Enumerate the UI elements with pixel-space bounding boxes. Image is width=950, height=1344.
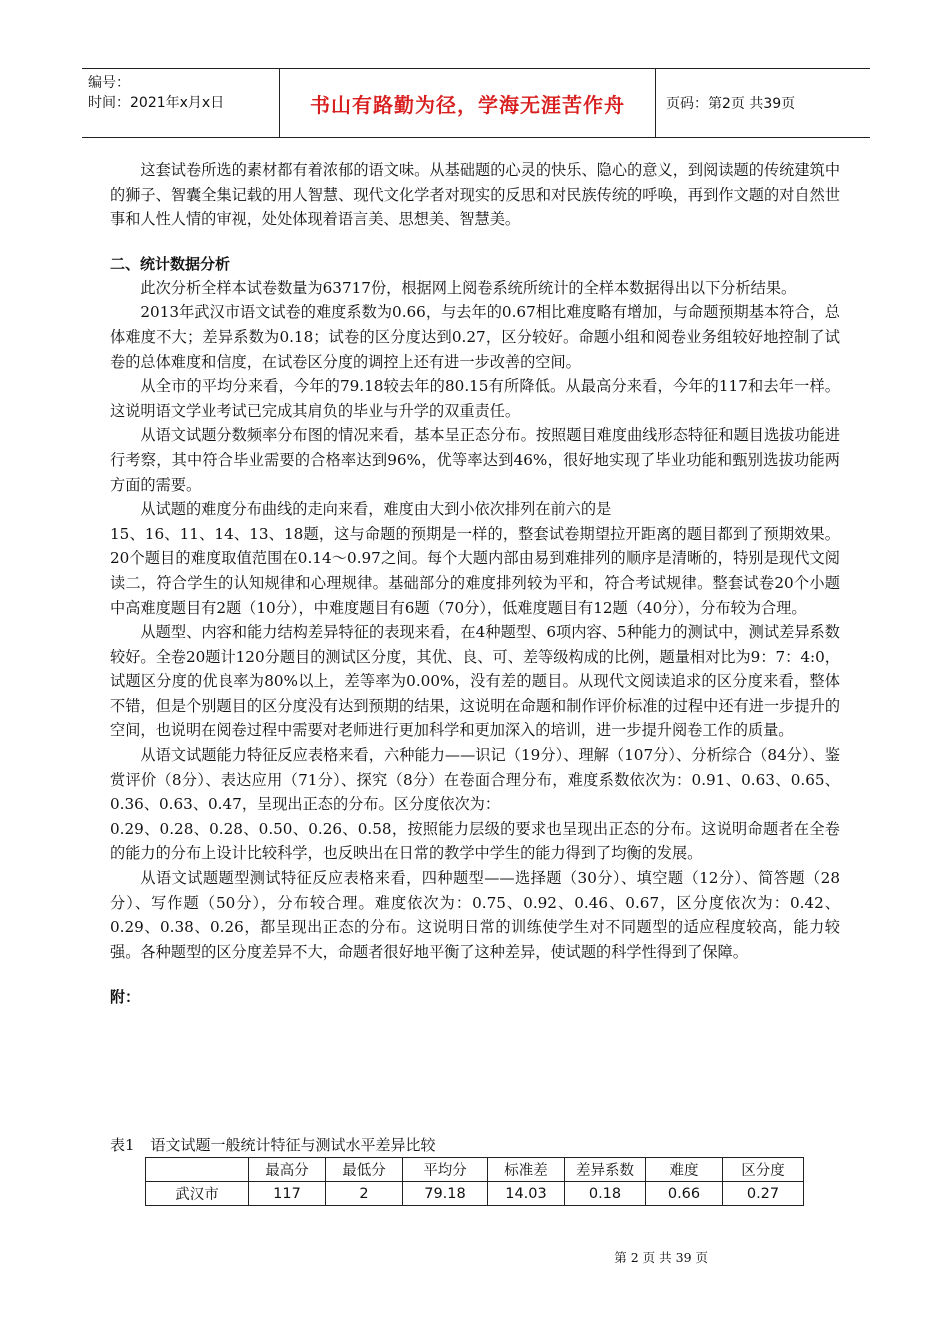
table-caption	[110, 1133, 436, 1157]
paragraph-1: 此次分析全样本试卷数量为63717份，根据网上阅卷系统所统计的全样本数据得出以下分析结果。	[140, 278, 797, 297]
page-header	[82, 68, 870, 138]
table-cell: 14.03	[488, 1182, 565, 1206]
paragraph-4: 从语文试题分数频率分布图的情况来看，基本呈正态分布。按照题目难度曲线形态特征和题目选拔功能进行考察，其中符合毕业需要的合格率达到96%，优等率达到46%，很好地实现了毕业功能和甄别选拔功能两方面的需要。	[110, 426, 840, 494]
table-header-row	[146, 1158, 804, 1182]
paragraph-8: 从语文试题题型测试特征反应表格来看，四种题型——选择题（30分）、填空题（12分）、简答题（28分）、写作题（50分），分布较合理。难度依次为：0.75、0.92、0.46、0.67，区分度依次为：0.42、0.29、0.38、0.26，都呈现出正态的分布。这说明日常的训练使学生对不同题型的适应程度较高，能力较强。各种题型的区分度差异不大，命题者很好地平衡了这种差异，使试题的科学性得到了保障。	[110, 869, 840, 961]
table-caption-text: 语文试题一般统计特征与测试水平差异比较	[150, 1136, 436, 1154]
number-label: 编号：	[88, 75, 130, 91]
header-motto: 书山有路勤为径，学海无涯苦作舟	[280, 69, 656, 137]
statistics-table	[145, 1157, 804, 1206]
paragraph-5b: 15、16、11、14、13、18题，这与命题的预期是一样的，整套试卷期望拉开距离的题目都到了预期效果。20个题目的难度取值范围在0.14～0.97之间。每个大题内部由易到难排列的顺序是清晰的，特别是现代文阅读二，符合学生的认知规律和心理规律。基础部分的难度排列较为平和，符合考试规律。整套试卷20个小题中高难度题目有2题（10分），中难度题目有6题（70分），低难度题目有12题（40分），分布较为合理。	[110, 524, 840, 617]
section-title: 二、统计数据分析	[110, 254, 231, 273]
table-cell: 武汉市	[146, 1182, 249, 1206]
paragraph-7b: 0.29、0.28、0.28、0.50、0.26、0.58，按照能力层级的要求也呈现出正态的分布。这说明命题者在全卷的能力的分布上设计比较科学，也反映出在日常的教学中学生的能力得到了均衡的发展。	[110, 819, 840, 863]
table-header-cell: 难度	[646, 1158, 723, 1182]
table-header-cell	[146, 1158, 249, 1182]
header-page-label: 页码：第2页 共39页	[666, 96, 796, 112]
table-row	[146, 1182, 804, 1206]
appendix-label: 附：	[110, 988, 141, 1007]
time-label: 时间：2021年x月x日	[88, 95, 225, 111]
table-cell: 0.18	[565, 1182, 646, 1206]
paragraph-3: 从全市的平均分来看，今年的79.18较去年的80.15有所降低。从最高分来看，今年的117和去年一样。这说明语文学业考试已完成其肩负的毕业与升学的双重责任。	[110, 377, 840, 420]
intro-paragraph: 这套试卷所选的素材都有着浓郁的语文味。从基础题的心灵的快乐、隐心的意义，到阅读题的传统建筑中的狮子、智囊全集记载的用人智慧、现代文化学者对现实的反思和对民族传统的呼唤，再到作文题的对自然世事和人性人情的审视，处处体现着语言美、思想美、智慧美。	[110, 161, 840, 229]
paragraph-2: 2013年武汉市语文试卷的难度系数为0.66，与去年的0.67相比难度略有增加，与命题预期基本符合，总体难度不大；差异系数为0.18；试卷的区分度达到0.27，区分较好。命题小组和阅卷业务组较好地控制了试卷的总体难度和信度，在试卷区分度的调控上还有进一步改善的空间。	[110, 303, 840, 371]
header-meta	[82, 69, 280, 137]
table-cell: 0.27	[723, 1182, 804, 1206]
footer-page-number: 第 2 页 共 39 页	[614, 1250, 708, 1265]
table-cell: 2	[326, 1182, 403, 1206]
page-footer	[0, 1248, 950, 1266]
table-header-cell: 最低分	[326, 1158, 403, 1182]
table-header-cell: 区分度	[723, 1158, 804, 1182]
document-body	[110, 158, 840, 1008]
table-header-cell: 标准差	[488, 1158, 565, 1182]
table-cell: 0.66	[646, 1182, 723, 1206]
table-header-cell: 最高分	[249, 1158, 326, 1182]
paragraph-6: 从题型、内容和能力结构差异特征的表现来看，在4种题型、6项内容、5种能力的测试中，测试差异系数较好。全卷20题计120分题目的测试区分度，其优、良、可、差等级构成的比例，题量相对比为9：7：4:0，试题区分度的优良率为80%以上，差等率为0.00%，没有差的题目。从现代文阅读追求的区分度来看，整体不错，但是个别题目的区分度没有达到预期的结果，这说明在命题和制作评价标准的过程中还有进一步提升的空间，也说明在阅卷过程中需要对老师进行更加科学和更加深入的培训，进一步提升阅卷工作的质量。	[110, 623, 840, 740]
table-cell: 117	[249, 1182, 326, 1206]
paragraph-7a: 从语文试题能力特征反应表格来看，六种能力——识记（19分）、理解（107分）、分析综合（84分）、鉴赏评价（8分）、表达应用（71分）、探究（8分）在卷面合理分布，难度系数依次为：0.91、0.63、0.65、0.36、0.63、0.47，呈现出正态的分布。区分度依次为：	[110, 746, 840, 814]
table-header-cell: 平均分	[403, 1158, 488, 1182]
paragraph-5a: 从试题的难度分布曲线的走向来看，难度由大到小依次排列在前六的是	[140, 500, 612, 519]
table-header-cell: 差异系数	[565, 1158, 646, 1182]
table-caption-number: 表1	[110, 1136, 135, 1154]
table-cell: 79.18	[403, 1182, 488, 1206]
